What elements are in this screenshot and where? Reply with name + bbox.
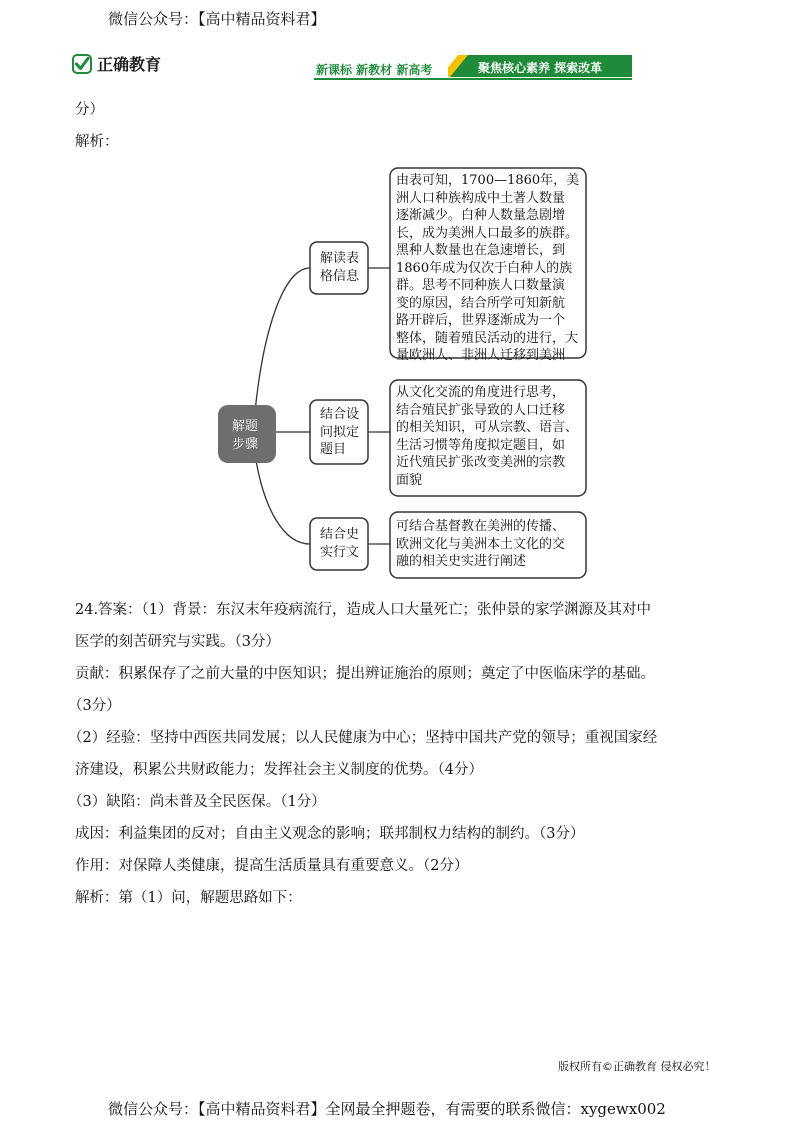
branch-label: 结合设 问拟定 题目 bbox=[320, 407, 360, 457]
answer-line: 医学的刻苦研究与实践。（3分） bbox=[75, 634, 280, 650]
branch-text: 由表可知，1700—1860年，美 洲人口种族构成中土著人数量 逐渐减少。白种人数量急剧增 长，成为美洲人口最多的族群。 黑种人数量也在急速增长，到 1860年成为仅次于白种人的族 群。思考不同种族人口数量演 变的原因，结合所学可知新航 路开辟后，世界逐渐成为一个 整体，随着殖民活动的进行，大 量欧洲人、非洲人迁移到美洲 bbox=[396, 173, 580, 363]
intro-line: 分） bbox=[75, 102, 104, 118]
header-rule bbox=[314, 78, 632, 80]
answer-line: （3分） bbox=[68, 698, 121, 714]
branch-text: 可结合基督教在美洲的传播、 欧洲文化与美洲本土文化的交 融的相关史实进行阐述 bbox=[396, 519, 566, 569]
logo bbox=[72, 52, 161, 75]
answer-line: 解析：第（1）问，解题思路如下： bbox=[75, 890, 302, 906]
intro-line: 解析： bbox=[75, 134, 119, 150]
wechat-header: 微信公众号：【高中精品资料君】 bbox=[108, 10, 326, 28]
copyright-notice: 版权所有©正确教育 侵权必究！ bbox=[558, 1060, 716, 1073]
branch-label: 结合史 实行文 bbox=[320, 527, 360, 560]
answer-line: 济建设，积累公共财政能力；发挥社会主义制度的优势。（4分） bbox=[75, 762, 483, 778]
solution-mindmap bbox=[218, 162, 598, 586]
center-label: 解题 步骤 bbox=[232, 419, 259, 452]
logo-name: 正确教育 bbox=[97, 55, 162, 74]
slogan: 新课标 新教材 新高考 bbox=[316, 63, 433, 77]
answer-line: （3）缺陷：尚未普及全民医保。（1分） bbox=[68, 794, 326, 810]
branch-label: 解读表 格信息 bbox=[320, 251, 360, 284]
answer-line: 24.答案：（1）背景：东汉末年疫病流行，造成人口大量死亡；张仲景的家学渊源及其对中 bbox=[75, 602, 652, 618]
wechat-footer: 微信公众号：【高中精品资料君】全网最全押题卷，有需要的联系微信：xygewx002 bbox=[108, 1100, 666, 1118]
answer-line: 作用：对保障人类健康，提高生活质量具有重要意义。（2分） bbox=[75, 858, 469, 874]
branch-text: 从文化交流的角度进行思考， 结合殖民扩张导致的人口迁移 的相关知识，可从宗教、语言、 生活习惯等角度拟定题目，如 近代殖民扩张改变美洲的宗教 面貌 bbox=[396, 385, 579, 488]
answer-line: 贡献：积累保存了之前大量的中医知识；提出辨证施治的原则；奠定了中医临床学的基础。 bbox=[75, 666, 655, 682]
banner-text: 聚焦核心素养 探索改革 bbox=[478, 61, 603, 75]
answer-line: （2）经验：坚持中西医共同发展；以人民健康为中心；坚持中国共产党的领导；重视国家经 bbox=[68, 730, 658, 746]
answer-line: 成因：利益集团的反对；自由主义观念的影响；联邦制权力结构的制约。（3分） bbox=[75, 826, 585, 842]
check-icon bbox=[72, 54, 92, 74]
